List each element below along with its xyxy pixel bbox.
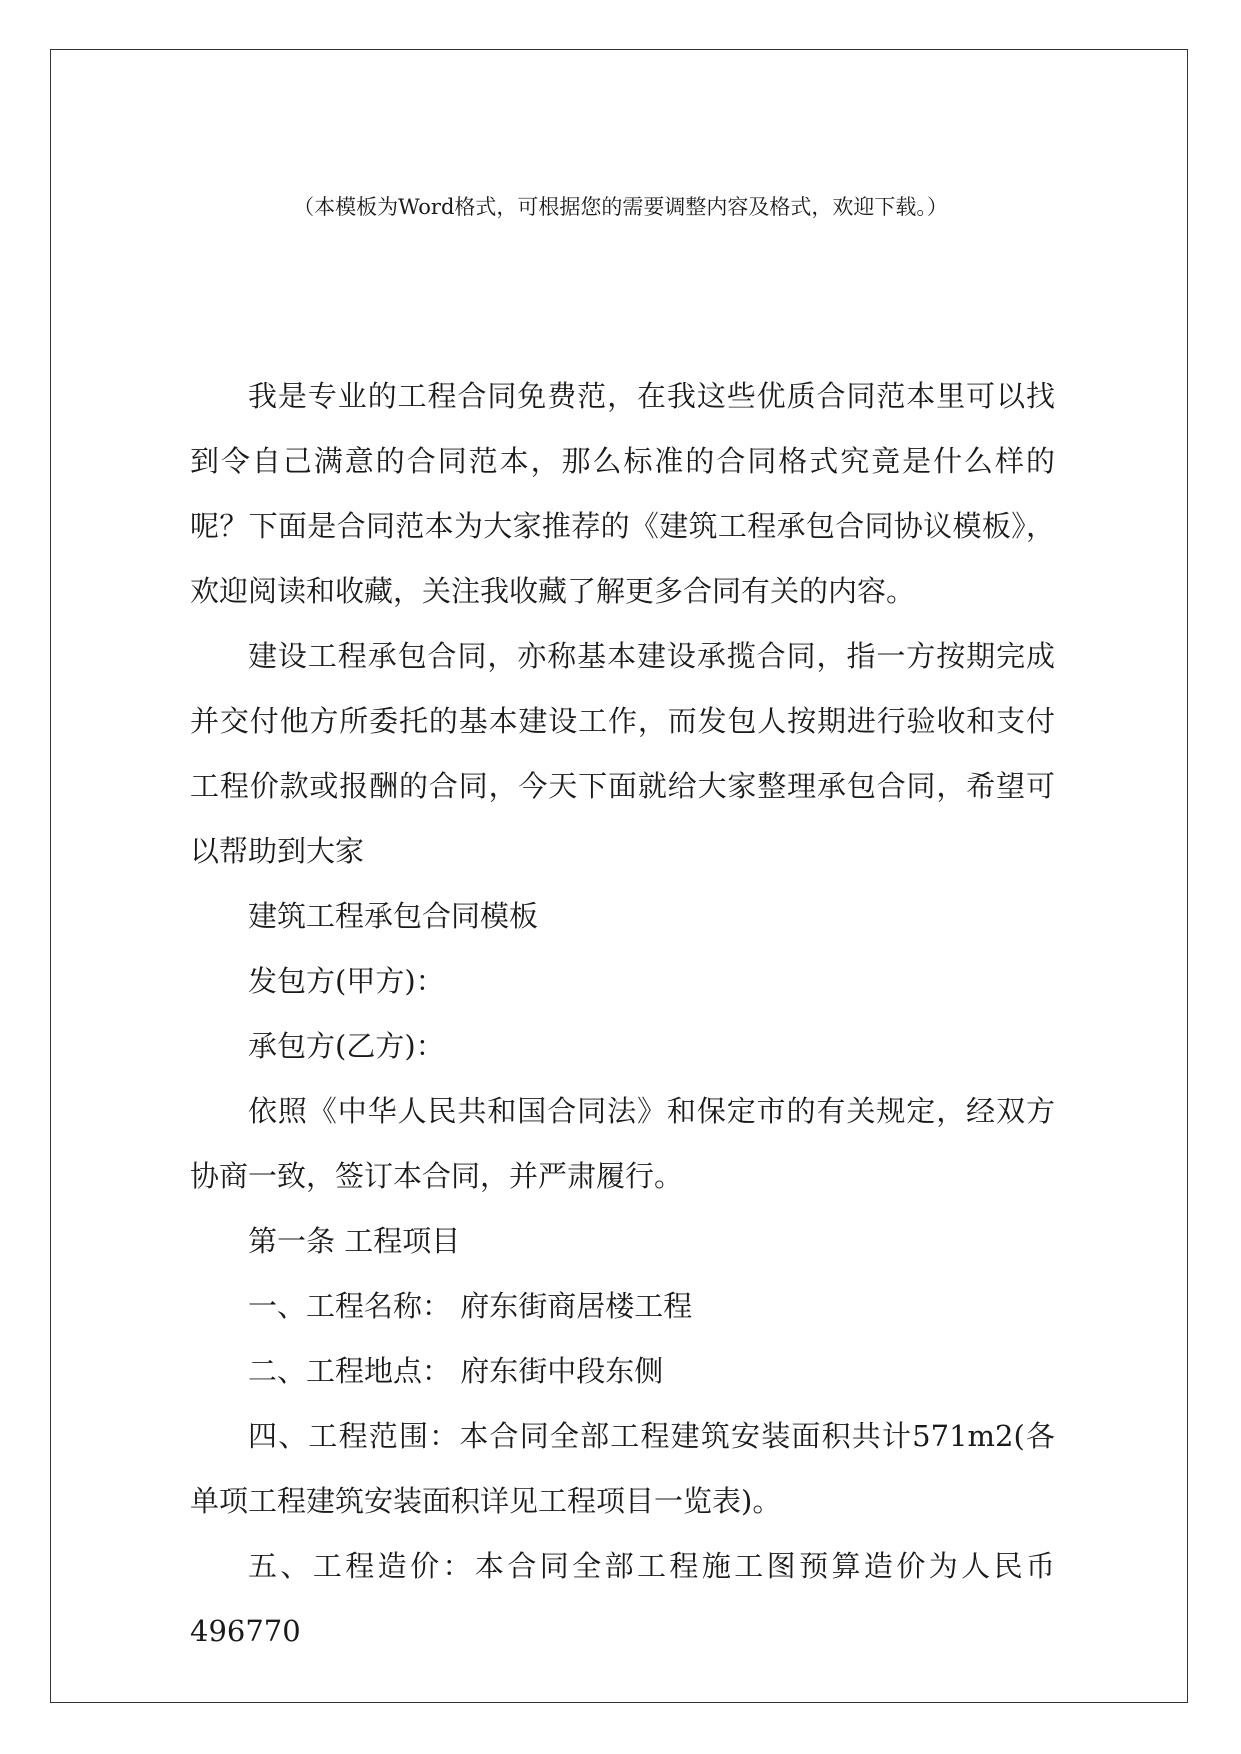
project-cost-paragraph: 五、工程造价：本合同全部工程施工图预算造价为人民币496770 [190, 1549, 1055, 1648]
project-name-line: 一、工程名称： 府东街商居楼工程 [248, 1289, 693, 1323]
project-location-line: 二、工程地点： 府东街中段东侧 [248, 1354, 664, 1388]
legal-basis-paragraph: 依照《中华人民共和国合同法》和保定市的有关规定，经双方协商一致，签订本合同，并严肃履行。 [190, 1094, 1055, 1193]
definition-paragraph: 建设工程承包合同，亦称基本建设承揽合同，指一方按期完成并交付他方所委托的基本建设工作，而发包人按期进行验收和支付工程价款或报酬的合同，今天下面就给大家整理承包合同，希望可以帮助到大家 [190, 639, 1055, 868]
article-one-heading: 第一条 工程项目 [248, 1224, 461, 1258]
party-a-line: 发包方(甲方)： [248, 964, 445, 998]
intro-paragraph: 我是专业的工程合同免费范，在我这些优质合同范本里可以找到令自己满意的合同范本，那么标准的合同格式究竟是什么样的呢？下面是合同范本为大家推荐的《建筑工程承包合同协议模板》，欢迎阅读和收藏，关注我收藏了解更多合同有关的内容。 [190, 379, 1055, 608]
party-b-line: 承包方(乙方)： [248, 1029, 445, 1063]
contract-title: 建筑工程承包合同模板 [248, 899, 539, 933]
project-scope-paragraph: 四、工程范围：本合同全部工程建筑安装面积共计571m2(各单项工程建筑安装面积详见工程项目一览表)。 [190, 1419, 1055, 1518]
template-note: （本模板为Word格式，可根据您的需要调整内容及格式，欢迎下载。） [293, 195, 948, 219]
document-body [190, 364, 1055, 1664]
